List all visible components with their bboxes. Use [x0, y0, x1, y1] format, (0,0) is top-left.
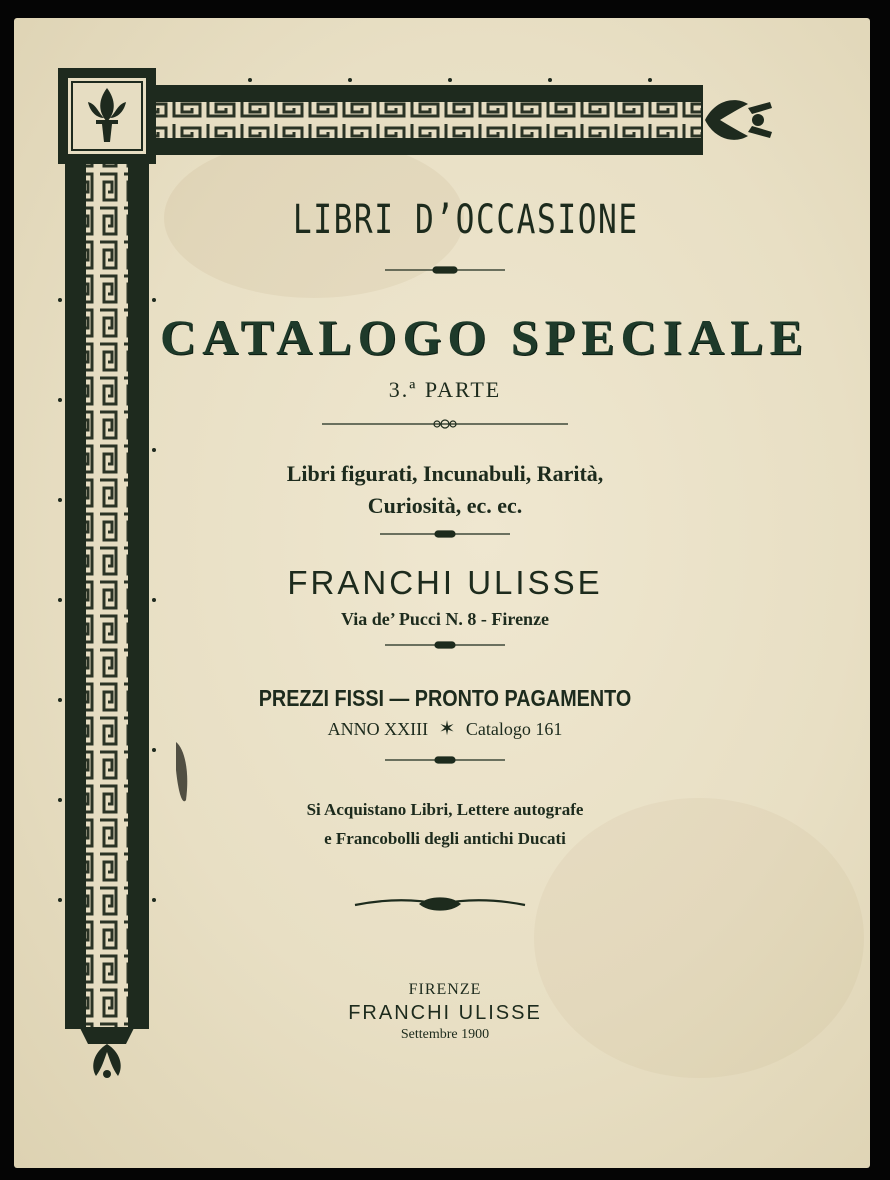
imprint-publisher: FRANCHI ULISSE [348, 1002, 542, 1024]
catalog-number: Catalogo 161 [465, 719, 563, 739]
purchase-notice-line1: Si Acquistano Libri, Lettere autografe [306, 800, 584, 819]
palmette-icon [80, 1028, 134, 1078]
imprint-city: FIRENZE [408, 981, 482, 998]
seller-name: FRANCHI ULISSE [287, 564, 603, 601]
star-icon: ✶ [438, 718, 456, 740]
catalog-part: 3.ª PARTE [388, 377, 502, 402]
header-title: LIBRI D’OCCASIONE [292, 197, 639, 243]
catalog-title: CATALOGO SPECIALE [160, 309, 809, 365]
year-and-catalog-number [270, 716, 620, 742]
imprint-date: Settembre 1900 [400, 1027, 490, 1042]
vertical-greek-key-band [66, 158, 148, 1028]
purchase-notice-line2: e Francobolli degli antichi Ducati [324, 829, 566, 848]
palmette-icon [705, 100, 772, 140]
catalog-subjects-line2: Curiosità, ec. ec. [367, 493, 523, 518]
ink-smudge [176, 742, 187, 801]
horizontal-greek-key-band [150, 86, 702, 154]
seller-address: Via de’ Pucci N. 8 - Firenze [340, 609, 550, 629]
pricing-terms: PREZZI FISSI — PRONTO PAGAMENTO [258, 685, 632, 711]
catalog-subjects-line1: Libri figurati, Incunabuli, Rarità, [286, 461, 604, 486]
year-label: ANNO XXIII [327, 719, 429, 739]
